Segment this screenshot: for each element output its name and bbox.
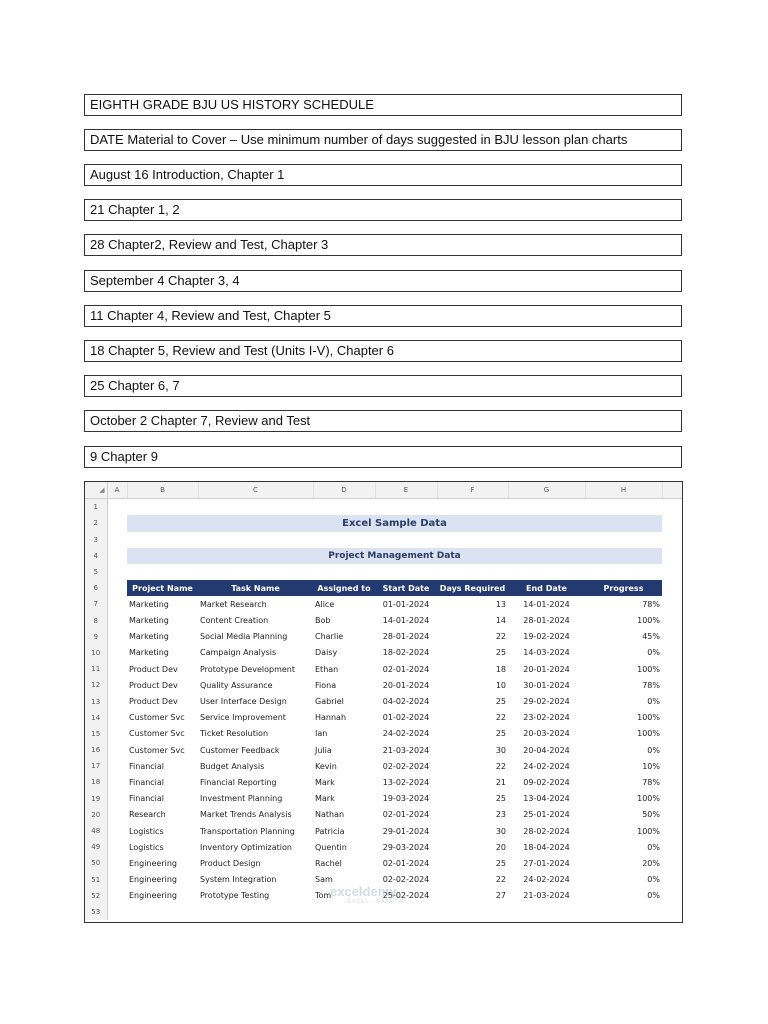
row-number[interactable]: 50	[85, 855, 107, 871]
days-required-cell[interactable]: 22	[495, 632, 506, 642]
start-date-cell[interactable]: 25-02-2024	[382, 891, 430, 901]
col-header-spacer	[662, 482, 682, 499]
end-date-cell[interactable]: 24-02-2024	[523, 761, 570, 771]
start-date-cell[interactable]: 29-03-2024	[382, 842, 430, 852]
project-name-cell[interactable]: Financial	[129, 777, 165, 787]
spreadsheet-screenshot	[84, 481, 683, 923]
empty-row	[107, 532, 682, 548]
empty-cell	[107, 645, 127, 661]
header-start-date[interactable]: Start Date	[375, 580, 437, 596]
assigned-to-cell[interactable]: Nathan	[315, 810, 345, 820]
table-row	[85, 693, 682, 709]
project-name-cell[interactable]: Financial	[129, 761, 165, 771]
task-name-cell[interactable]: Market Trends Analysis	[200, 810, 292, 820]
end-date-cell[interactable]: 14-03-2024	[523, 648, 570, 658]
end-date-cell[interactable]: 13-04-2024	[523, 794, 570, 804]
progress-cell[interactable]: 0%	[647, 875, 660, 885]
row-number[interactable]: 2	[85, 515, 107, 531]
days-required-cell[interactable]: 23	[495, 810, 506, 820]
empty-row	[107, 904, 682, 920]
progress-cell[interactable]: 10%	[642, 761, 660, 771]
empty-cell	[662, 613, 682, 629]
end-date-cell[interactable]: 20-04-2024	[523, 745, 570, 755]
empty-cell	[107, 515, 127, 531]
end-date-cell[interactable]: 24-02-2024	[523, 875, 570, 885]
table-row	[85, 758, 682, 774]
row-number[interactable]: 12	[85, 677, 107, 693]
row-number[interactable]: 11	[85, 661, 107, 677]
empty-cell	[662, 726, 682, 742]
col-header-b[interactable]: B	[127, 482, 198, 499]
end-date-cell[interactable]: 25-01-2024	[523, 810, 570, 820]
end-date-cell[interactable]: 09-02-2024	[523, 777, 570, 787]
progress-cell[interactable]: 78%	[642, 777, 660, 787]
empty-cell	[107, 580, 127, 596]
sheet-row	[85, 515, 682, 531]
end-date-cell[interactable]: 20-03-2024	[523, 729, 570, 739]
project-name-cell[interactable]: Marketing	[129, 599, 169, 609]
project-name-cell[interactable]: Logistics	[129, 826, 164, 836]
row-number[interactable]: 8	[85, 613, 107, 629]
task-name-cell[interactable]: Customer Feedback	[200, 745, 280, 755]
select-all-corner[interactable]: ◢	[85, 482, 107, 499]
assigned-to-cell[interactable]: Hannah	[315, 713, 347, 723]
days-required-cell[interactable]: 14	[495, 616, 506, 626]
schedule-entry-row: 18 Chapter 5, Review and Test (Units I-V), Chapter 6	[84, 340, 682, 362]
col-header-a[interactable]: A	[107, 482, 127, 499]
days-required-cell[interactable]: 21	[495, 777, 506, 787]
spreadsheet-table	[85, 482, 683, 920]
days-required-cell[interactable]: 27	[495, 891, 506, 901]
assigned-to-cell[interactable]: Kevin	[315, 761, 337, 771]
empty-cell	[662, 629, 682, 645]
days-required-cell[interactable]: 30	[495, 826, 506, 836]
empty-cell	[107, 548, 127, 564]
project-name-cell[interactable]: Product Dev	[129, 697, 178, 707]
start-date-cell[interactable]: 19-03-2024	[382, 794, 430, 804]
schedule-header-row: DATE Material to Cover – Use minimum number of days suggested in BJU lesson plan charts	[84, 129, 682, 151]
empty-cell	[662, 661, 682, 677]
task-name-cell[interactable]: Content Creation	[200, 616, 269, 626]
table-row	[85, 726, 682, 742]
empty-cell	[662, 548, 682, 564]
end-date-cell[interactable]: 27-01-2024	[523, 858, 570, 868]
start-date-cell[interactable]: 29-01-2024	[382, 826, 430, 836]
empty-cell	[662, 693, 682, 709]
table-row	[85, 596, 682, 612]
task-name-cell[interactable]: Investment Planning	[200, 794, 283, 804]
table-row	[85, 661, 682, 677]
task-name-cell[interactable]: Market Research	[200, 599, 267, 609]
row-number[interactable]: 16	[85, 742, 107, 758]
start-date-cell[interactable]: 14-01-2024	[382, 616, 430, 626]
start-date-cell[interactable]: 21-03-2024	[382, 745, 430, 755]
start-date-cell[interactable]: 02-01-2024	[382, 664, 430, 674]
start-date-cell[interactable]: 01-02-2024	[382, 713, 430, 723]
assigned-to-cell[interactable]: Gabriel	[315, 697, 344, 707]
start-date-cell[interactable]: 20-01-2024	[382, 680, 430, 690]
task-name-cell[interactable]: Campaign Analysis	[200, 648, 277, 658]
task-name-cell[interactable]: Product Design	[200, 858, 261, 868]
start-date-cell[interactable]: 28-01-2024	[382, 632, 430, 642]
task-name-cell[interactable]: Social Media Planning	[200, 632, 288, 642]
schedule-entry-row: 9 Chapter 9	[84, 446, 682, 468]
days-required-cell[interactable]: 25	[495, 794, 506, 804]
schedule-entry-row: 11 Chapter 4, Review and Test, Chapter 5	[84, 305, 682, 327]
assigned-to-cell[interactable]: Rachel	[315, 858, 342, 868]
project-name-cell[interactable]: Logistics	[129, 842, 164, 852]
table-row	[85, 677, 682, 693]
project-name-cell[interactable]: Research	[129, 810, 166, 820]
empty-cell	[662, 839, 682, 855]
progress-cell[interactable]: 100%	[637, 794, 660, 804]
progress-cell[interactable]: 50%	[642, 810, 660, 820]
task-name-cell[interactable]: Financial Reporting	[200, 777, 277, 787]
row-number[interactable]: 18	[85, 774, 107, 790]
start-date-cell[interactable]: 18-02-2024	[382, 648, 430, 658]
row-number[interactable]: 17	[85, 758, 107, 774]
empty-cell	[107, 726, 127, 742]
sheet-title-banner[interactable]: Excel Sample Data	[127, 515, 662, 531]
empty-cell	[107, 791, 127, 807]
row-number[interactable]: 48	[85, 823, 107, 839]
col-header-h[interactable]: H	[585, 482, 662, 499]
watermark-logo: exceldemy	[330, 884, 397, 899]
empty-cell	[107, 823, 127, 839]
empty-row	[107, 564, 682, 580]
project-name-cell[interactable]: Customer Svc	[129, 729, 185, 739]
progress-cell[interactable]: 0%	[647, 891, 660, 901]
progress-cell[interactable]: 45%	[642, 632, 660, 642]
start-date-cell[interactable]: 01-01-2024	[382, 599, 430, 609]
empty-cell	[662, 596, 682, 612]
empty-cell	[662, 888, 682, 904]
row-number[interactable]: 52	[85, 888, 107, 904]
progress-cell[interactable]: 0%	[647, 745, 660, 755]
header-assigned-to[interactable]: Assigned to	[313, 580, 375, 596]
empty-cell	[107, 742, 127, 758]
row-number[interactable]: 10	[85, 645, 107, 661]
days-required-cell[interactable]: 10	[495, 680, 506, 690]
header-end-date[interactable]: End Date	[508, 580, 585, 596]
task-name-cell[interactable]: Prototype Testing	[200, 891, 270, 901]
sheet-row	[85, 499, 682, 516]
progress-cell[interactable]: 100%	[637, 826, 660, 836]
days-required-cell[interactable]: 30	[495, 745, 506, 755]
schedule-entry-row: September 4 Chapter 3, 4	[84, 270, 682, 292]
schedule-entry-row: October 2 Chapter 7, Review and Test	[84, 410, 682, 432]
assigned-to-cell[interactable]: Daisy	[315, 648, 338, 658]
sheet-subtitle-banner[interactable]: Project Management Data	[127, 548, 662, 564]
row-number[interactable]: 53	[85, 904, 107, 920]
header-progress[interactable]: Progress	[585, 580, 662, 596]
empty-row	[107, 499, 682, 516]
empty-cell	[107, 613, 127, 629]
empty-cell	[107, 839, 127, 855]
sheet-row	[85, 532, 682, 548]
assigned-to-cell[interactable]: Patricia	[315, 826, 345, 836]
table-row	[85, 872, 682, 888]
row-number[interactable]: 15	[85, 726, 107, 742]
empty-cell	[662, 515, 682, 531]
assigned-to-cell[interactable]: Alice	[315, 599, 335, 609]
row-number[interactable]: 7	[85, 596, 107, 612]
days-required-cell[interactable]: 25	[495, 697, 506, 707]
project-name-cell[interactable]: Engineering	[129, 858, 177, 868]
empty-cell	[662, 580, 682, 596]
table-row	[85, 839, 682, 855]
sheet-row	[85, 904, 682, 920]
empty-cell	[662, 791, 682, 807]
project-name-cell[interactable]: Customer Svc	[129, 713, 185, 723]
schedule-title-row: EIGHTH GRADE BJU US HISTORY SCHEDULE	[84, 94, 682, 116]
project-name-cell[interactable]: Engineering	[129, 875, 177, 885]
table-row	[85, 807, 682, 823]
progress-cell[interactable]: 0%	[647, 648, 660, 658]
empty-cell	[662, 645, 682, 661]
days-required-cell[interactable]: 22	[495, 761, 506, 771]
end-date-cell[interactable]: 14-01-2024	[523, 599, 570, 609]
start-date-cell[interactable]: 04-02-2024	[382, 697, 430, 707]
days-required-cell[interactable]: 25	[495, 729, 506, 739]
assigned-to-cell[interactable]: Julia	[315, 745, 332, 755]
empty-cell	[107, 807, 127, 823]
assigned-to-cell[interactable]: Ethan	[315, 664, 339, 674]
project-name-cell[interactable]: Financial	[129, 794, 165, 804]
project-name-cell[interactable]: Engineering	[129, 891, 177, 901]
empty-cell	[662, 855, 682, 871]
table-row	[85, 855, 682, 871]
empty-cell	[107, 872, 127, 888]
row-number[interactable]: 20	[85, 807, 107, 823]
assigned-to-cell[interactable]: Sam	[315, 875, 333, 885]
table-header-row	[85, 580, 682, 596]
task-name-cell[interactable]: System Integration	[200, 875, 277, 885]
progress-cell[interactable]: 0%	[647, 697, 660, 707]
watermark-tagline: EXCEL · DATA · BI	[348, 899, 408, 905]
empty-cell	[662, 823, 682, 839]
table-row	[85, 791, 682, 807]
days-required-cell[interactable]: 25	[495, 858, 506, 868]
project-name-cell[interactable]: Marketing	[129, 648, 169, 658]
row-number[interactable]: 49	[85, 839, 107, 855]
empty-cell	[662, 758, 682, 774]
empty-cell	[107, 710, 127, 726]
header-project-name[interactable]: Project Name	[127, 580, 198, 596]
empty-cell	[107, 596, 127, 612]
start-date-cell[interactable]: 02-01-2024	[382, 858, 430, 868]
days-required-cell[interactable]: 22	[495, 875, 506, 885]
task-name-cell[interactable]: Budget Analysis	[200, 761, 265, 771]
empty-cell	[107, 758, 127, 774]
empty-cell	[662, 742, 682, 758]
row-number[interactable]: 9	[85, 629, 107, 645]
assigned-to-cell[interactable]: Bob	[315, 616, 331, 626]
table-row	[85, 645, 682, 661]
project-name-cell[interactable]: Product Dev	[129, 680, 178, 690]
column-header-row	[85, 482, 682, 499]
empty-cell	[107, 677, 127, 693]
empty-cell	[662, 807, 682, 823]
row-number[interactable]: 14	[85, 710, 107, 726]
start-date-cell[interactable]: 13-02-2024	[382, 777, 430, 787]
task-name-cell[interactable]: Quality Assurance	[200, 680, 273, 690]
end-date-cell[interactable]: 18-04-2024	[523, 842, 570, 852]
row-number[interactable]: 13	[85, 693, 107, 709]
col-header-d[interactable]: D	[313, 482, 375, 499]
start-date-cell[interactable]: 24-02-2024	[382, 729, 430, 739]
project-name-cell[interactable]: Marketing	[129, 616, 169, 626]
col-header-c[interactable]: C	[198, 482, 313, 499]
assigned-to-cell[interactable]: Mark	[315, 794, 335, 804]
end-date-cell[interactable]: 21-03-2024	[523, 891, 570, 901]
assigned-to-cell[interactable]: Quentin	[315, 842, 347, 852]
project-name-cell[interactable]: Customer Svc	[129, 745, 185, 755]
row-number[interactable]: 1	[85, 499, 107, 516]
end-date-cell[interactable]: 30-01-2024	[523, 680, 570, 690]
table-row	[85, 629, 682, 645]
empty-cell	[107, 888, 127, 904]
days-required-cell[interactable]: 25	[495, 648, 506, 658]
empty-cell	[107, 629, 127, 645]
row-number[interactable]: 6	[85, 580, 107, 596]
days-required-cell[interactable]: 13	[495, 599, 506, 609]
table-row	[85, 613, 682, 629]
table-row	[85, 888, 682, 904]
days-required-cell[interactable]: 18	[495, 664, 506, 674]
start-date-cell[interactable]: 02-02-2024	[382, 875, 430, 885]
days-required-cell[interactable]: 20	[495, 842, 506, 852]
end-date-cell[interactable]: 23-02-2024	[523, 713, 570, 723]
empty-cell	[107, 693, 127, 709]
task-name-cell[interactable]: Transportation Planning	[200, 826, 295, 836]
end-date-cell[interactable]: 28-02-2024	[523, 826, 570, 836]
progress-cell[interactable]: 100%	[637, 729, 660, 739]
task-name-cell[interactable]: Service Improvement	[200, 713, 286, 723]
progress-cell[interactable]: 78%	[642, 680, 660, 690]
end-date-cell[interactable]: 29-02-2024	[523, 697, 570, 707]
end-date-cell[interactable]: 20-01-2024	[523, 664, 570, 674]
project-name-cell[interactable]: Product Dev	[129, 664, 178, 674]
schedule-entry-row: 21 Chapter 1, 2	[84, 199, 682, 221]
empty-cell	[662, 774, 682, 790]
table-row	[85, 742, 682, 758]
row-number[interactable]: 19	[85, 791, 107, 807]
end-date-cell[interactable]: 28-01-2024	[523, 616, 570, 626]
empty-cell	[107, 774, 127, 790]
task-name-cell[interactable]: Prototype Development	[200, 664, 295, 674]
schedule-entry-row: 25 Chapter 6, 7	[84, 375, 682, 397]
progress-cell[interactable]: 20%	[642, 858, 660, 868]
schedule-entry-row: August 16 Introduction, Chapter 1	[84, 164, 682, 186]
col-header-e[interactable]: E	[375, 482, 437, 499]
table-row	[85, 710, 682, 726]
progress-cell[interactable]: 100%	[637, 713, 660, 723]
assigned-to-cell[interactable]: Charlie	[315, 632, 344, 642]
col-header-f[interactable]: F	[437, 482, 508, 499]
progress-cell[interactable]: 0%	[647, 842, 660, 852]
end-date-cell[interactable]: 19-02-2024	[523, 632, 570, 642]
row-number[interactable]: 3	[85, 532, 107, 548]
task-name-cell[interactable]: Ticket Resolution	[200, 729, 269, 739]
days-required-cell[interactable]: 22	[495, 713, 506, 723]
task-name-cell[interactable]: User Interface Design	[200, 697, 287, 707]
row-number[interactable]: 4	[85, 548, 107, 564]
empty-cell	[662, 872, 682, 888]
project-name-cell[interactable]: Marketing	[129, 632, 169, 642]
row-number[interactable]: 5	[85, 564, 107, 580]
start-date-cell[interactable]: 02-01-2024	[382, 810, 430, 820]
empty-cell	[662, 710, 682, 726]
progress-cell[interactable]: 78%	[642, 599, 660, 609]
sheet-row	[85, 548, 682, 564]
header-task-name[interactable]: Task Name	[198, 580, 313, 596]
table-row	[85, 774, 682, 790]
empty-cell	[107, 855, 127, 871]
assigned-to-cell[interactable]: Tom	[315, 891, 332, 901]
task-name-cell[interactable]: Inventory Optimization	[200, 842, 292, 852]
schedule-entry-row: 28 Chapter2, Review and Test, Chapter 3	[84, 234, 682, 256]
empty-cell	[662, 677, 682, 693]
assigned-to-cell[interactable]: Fiona	[315, 680, 337, 690]
assigned-to-cell[interactable]: Ian	[315, 729, 328, 739]
row-number[interactable]: 51	[85, 872, 107, 888]
empty-cell	[107, 661, 127, 677]
progress-cell[interactable]: 100%	[637, 664, 660, 674]
header-days-required[interactable]: Days Required	[437, 580, 508, 596]
table-row	[85, 823, 682, 839]
progress-cell[interactable]: 100%	[637, 616, 660, 626]
sheet-row	[85, 564, 682, 580]
assigned-to-cell[interactable]: Mark	[315, 777, 335, 787]
col-header-g[interactable]: G	[508, 482, 585, 499]
start-date-cell[interactable]: 02-02-2024	[382, 761, 430, 771]
